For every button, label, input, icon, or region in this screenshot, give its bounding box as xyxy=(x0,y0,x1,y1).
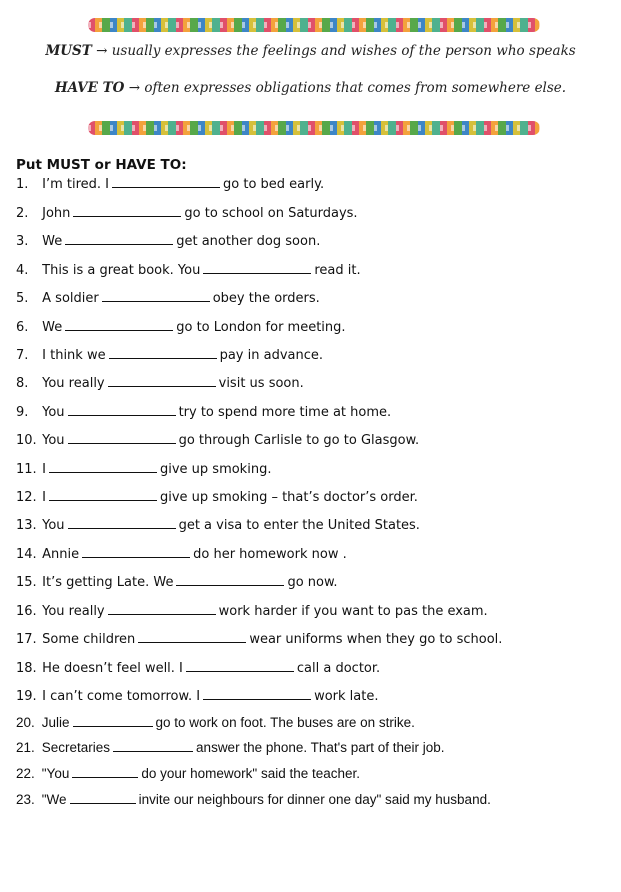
exercise-item xyxy=(16,232,606,252)
answer-blank[interactable] xyxy=(49,488,157,501)
item-text-after: work harder if you want to pas the exam. xyxy=(218,604,488,619)
item-number: 3. xyxy=(16,234,29,249)
item-text-after: try to spend more time at home. xyxy=(178,405,392,420)
exercise-item xyxy=(16,630,606,650)
item-number: 16. xyxy=(16,604,37,619)
item-text-before: You xyxy=(42,405,65,420)
exercise-instruction: Put MUST or HAVE TO: xyxy=(16,157,187,173)
item-text-before: We xyxy=(42,320,63,335)
item-number: 20. xyxy=(16,715,35,730)
answer-blank[interactable] xyxy=(82,545,190,558)
exercise-item xyxy=(16,713,606,733)
answer-blank[interactable] xyxy=(73,204,181,217)
exercise-item xyxy=(16,374,606,394)
answer-blank[interactable] xyxy=(176,573,284,586)
item-number: 9. xyxy=(16,405,29,420)
answer-blank[interactable] xyxy=(49,460,157,473)
rule-have-text: often expresses obligations that comes from somewhere else. xyxy=(144,80,567,96)
item-text-after: visit us soon. xyxy=(218,376,304,391)
item-text-after: answer the phone. That's part of their job. xyxy=(196,740,445,755)
item-number: 15. xyxy=(16,575,37,590)
item-text-before: Julie xyxy=(41,715,70,730)
item-number: 11. xyxy=(16,462,37,477)
item-text-after: obey the orders. xyxy=(212,291,320,306)
item-text-after: go through Carlisle to go to Glasgow. xyxy=(178,433,420,448)
exercise-item xyxy=(16,516,606,536)
item-text-after: give up smoking. xyxy=(159,462,272,477)
item-number: 14. xyxy=(16,547,37,562)
item-text-before: "We xyxy=(41,792,67,807)
item-number: 12. xyxy=(16,490,37,505)
item-text-before: Secretaries xyxy=(41,740,111,755)
answer-blank[interactable] xyxy=(113,739,193,752)
item-text-after: give up smoking – that’s doctor’s order. xyxy=(159,490,418,505)
item-text-before: You xyxy=(42,518,65,533)
item-number: 18. xyxy=(16,661,37,676)
exercise-item xyxy=(16,602,606,622)
item-text-before: This is a great book. You xyxy=(42,263,201,278)
exercise-item xyxy=(16,687,606,707)
item-number: 17. xyxy=(16,632,37,647)
item-text-after: go now. xyxy=(287,575,338,590)
answer-blank[interactable] xyxy=(138,630,246,643)
arrow-icon: → xyxy=(128,80,141,96)
item-number: 6. xyxy=(16,320,29,335)
item-text-after: call a doctor. xyxy=(296,661,381,676)
answer-blank[interactable] xyxy=(68,403,176,416)
item-text-after: do her homework now . xyxy=(193,547,347,562)
exercise-item xyxy=(16,764,606,784)
answer-blank[interactable] xyxy=(70,791,136,804)
item-number: 1. xyxy=(16,177,29,192)
item-text-after: pay in advance. xyxy=(219,348,324,363)
answer-blank[interactable] xyxy=(108,374,216,387)
item-text-before: We xyxy=(42,234,63,249)
item-text-before: A soldier xyxy=(42,291,99,306)
answer-blank[interactable] xyxy=(73,714,153,727)
exercise-item xyxy=(16,460,606,480)
answer-blank[interactable] xyxy=(108,602,216,615)
answer-blank[interactable] xyxy=(68,431,176,444)
rule-have-to xyxy=(0,80,621,96)
item-number: 2. xyxy=(16,206,29,221)
exercise-item xyxy=(16,738,606,758)
item-text-after: go to work on foot. The buses are on strike. xyxy=(155,715,415,730)
item-text-before: "You xyxy=(41,766,70,781)
item-text-before: John xyxy=(42,206,71,221)
exercise-item xyxy=(16,318,606,338)
answer-blank[interactable] xyxy=(203,687,311,700)
item-text-before: He doesn’t feel well. I xyxy=(42,661,183,676)
item-text-before: I xyxy=(42,462,46,477)
exercise-item xyxy=(16,790,606,810)
exercise-item xyxy=(16,261,606,281)
item-number: 4. xyxy=(16,263,29,278)
answer-blank[interactable] xyxy=(65,318,173,331)
rule-must-text: usually expresses the feelings and wishes of the person who speaks xyxy=(111,43,576,59)
item-number: 7. xyxy=(16,348,29,363)
item-text-after: go to London for meeting. xyxy=(176,320,346,335)
exercise-item xyxy=(16,346,606,366)
item-number: 21. xyxy=(16,740,35,755)
item-text-before: I can’t come tomorrow. I xyxy=(42,689,201,704)
item-text-after: read it. xyxy=(314,263,361,278)
item-text-after: get another dog soon. xyxy=(176,234,321,249)
decorative-floral-border-bottom xyxy=(88,121,540,135)
item-number: 19. xyxy=(16,689,37,704)
item-number: 5. xyxy=(16,291,29,306)
decorative-floral-border-top xyxy=(88,18,540,32)
item-text-before: You really xyxy=(42,604,105,619)
answer-blank[interactable] xyxy=(203,261,311,274)
item-text-after: work late. xyxy=(314,689,379,704)
item-text-after: go to school on Saturdays. xyxy=(184,206,358,221)
item-text-after: invite our neighbours for dinner one day" said my husband. xyxy=(138,792,491,807)
item-text-before: It’s getting Late. We xyxy=(42,575,174,590)
item-text-after: do your homework" said the teacher. xyxy=(141,766,361,781)
exercise-item xyxy=(16,431,606,451)
rule-must-keyword: MUST xyxy=(45,43,92,59)
item-text-before: You xyxy=(42,433,65,448)
answer-blank[interactable] xyxy=(186,659,294,672)
exercise-item xyxy=(16,545,606,565)
item-number: 22. xyxy=(16,766,35,781)
item-text-before: Annie xyxy=(42,547,80,562)
item-text-before: I xyxy=(42,490,46,505)
exercise-item xyxy=(16,488,606,508)
item-text-before: Some children xyxy=(42,632,136,647)
exercise-item xyxy=(16,573,606,593)
exercise-item xyxy=(16,403,606,423)
exercise-item xyxy=(16,289,606,309)
item-text-before: You really xyxy=(42,376,105,391)
exercise-item xyxy=(16,204,606,224)
item-number: 10. xyxy=(16,433,37,448)
item-text-after: go to bed early. xyxy=(223,177,325,192)
item-text-after: wear uniforms when they go to school. xyxy=(249,632,503,647)
rule-have-keyword: HAVE TO xyxy=(54,80,125,96)
answer-blank[interactable] xyxy=(102,289,210,302)
item-text-before: I think we xyxy=(42,348,106,363)
exercise-item xyxy=(16,659,606,679)
item-number: 23. xyxy=(16,792,35,807)
item-text-after: get a visa to enter the United States. xyxy=(178,518,420,533)
item-text-before: I’m tired. I xyxy=(42,177,110,192)
item-number: 8. xyxy=(16,376,29,391)
item-number: 13. xyxy=(16,518,37,533)
answer-blank[interactable] xyxy=(65,232,173,245)
rule-must xyxy=(0,43,621,59)
exercise-item xyxy=(16,175,606,195)
answer-blank[interactable] xyxy=(72,765,138,778)
answer-blank[interactable] xyxy=(112,175,220,188)
answer-blank[interactable] xyxy=(109,346,217,359)
arrow-icon: → xyxy=(96,43,108,59)
answer-blank[interactable] xyxy=(68,516,176,529)
